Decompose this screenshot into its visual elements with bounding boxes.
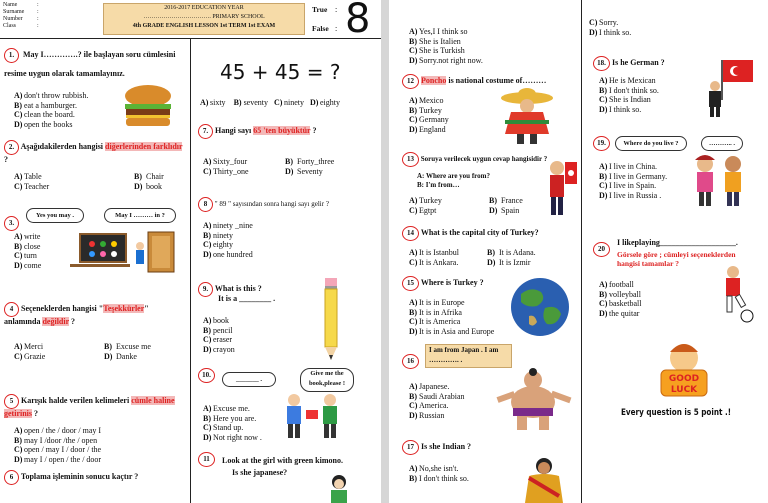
q5-option-b[interactable]: B) may I /door /the / open <box>14 435 98 445</box>
q16-option-b[interactable]: B) Saudi Arabian <box>409 391 465 401</box>
q11-option-d[interactable]: D) Sorry.not right now. <box>409 55 483 65</box>
q15-option-d[interactable]: D) It is in Asia and Europe <box>409 326 495 336</box>
q6-option-a[interactable]: A) sixty <box>200 98 226 107</box>
q4-option-d[interactable]: D) Danke <box>104 352 137 361</box>
q1-option-c[interactable]: C) clean the board. <box>14 110 75 119</box>
q12-option-c[interactable]: C) Germany <box>409 115 449 124</box>
man-with-flag-image <box>701 58 757 118</box>
q10-bubble-2: Give me the book,please ! <box>300 368 354 392</box>
q5-option-c[interactable]: C) open / may I / door / the <box>14 445 102 454</box>
q11-options <box>409 27 483 65</box>
q12-option-d[interactable]: D) England <box>409 124 446 134</box>
good-luck-line-2: LUCK <box>670 385 698 395</box>
q11-option-c[interactable]: C) She is Turkish <box>409 46 465 55</box>
left-page: Name : Surname : Number : Class : 2016-2017 EDUCATION YEAR ……………………………. PRIMARY SCHOOL 4th GRADE ENGLISH LESSON 1st TERM 1st EXAM True False : : 8 1. May I………….? ile başlayan soru cümlesini resime uygun olarak tamamlayınız. A) don't throw rubbish. B) eat a hamburger. C) clean the board. D) open the books 2. Aşağıdakilerden hangisi diğerlerinden farklıdır ? A) Table B) Chair C) Teacher D) book 3. Yes you may . May I ……… in ? A) write B) close C) turn D) come 4 Seçeneklerden hangisi "Teşekkürler" anlamında değildir ? A) Merci B) Excuse me C) Grazie D) Danke 5 Karışık halde verilen kelimeleri cümle haline getirinis ? A) open / the / door / may I B) may I /door /the / open C) open / may I / door / the D) may I / open / the / door 6 Toplama işleminin sonucu kaçtır ? 45 + 45 = ? A) sixty B) seventy C) ninety D) eighty 7. Hangi sayı 65 'ten büyüktür ? A) Sixty_four B) Forty_three C) Thirty_one D) Seventy 8 " 89 " sayısından sonra hangi sayı gelir ? A) ninety _nine B) ninety C) eighty D) one hundred 9. What is this ? It is a ________ . A) book B) pencil C) eraser D) crayon 10. _______ . Give me the book,please ! A) Excuse me. B) Here you are. C) Stand up. D) Not right now . 11 Look at the girl with green kimono. Is she japanese? <box>0 0 381 503</box>
sumo-wrestler-image <box>493 368 575 432</box>
question-7: 7. Hangi sayı 65 'ten büyüktür ? <box>198 124 316 139</box>
q14-option-b[interactable]: B) It is Adana. <box>487 248 536 257</box>
question-19: 19. <box>593 132 610 151</box>
q4-options <box>14 342 184 362</box>
q12-option-a[interactable]: A) Mexico <box>409 96 444 105</box>
q15-options <box>409 298 494 336</box>
q3-option-b[interactable]: B) close <box>14 241 41 251</box>
q18-option-a[interactable]: A) He is Mexican <box>599 76 656 85</box>
q20-text-1: I likeplaying___________________. <box>617 238 738 247</box>
exam-title-box <box>103 3 305 35</box>
q20-options <box>599 280 641 318</box>
q8-option-c[interactable]: C) eighty <box>203 240 233 249</box>
q13-option-a[interactable]: A) Turkey <box>409 196 442 205</box>
q6-option-c[interactable]: C) ninety <box>274 98 304 107</box>
globe-image <box>507 276 573 338</box>
q18-option-c[interactable]: C) She is Indian <box>599 95 651 104</box>
q16-option-d[interactable]: D) Russian <box>409 410 445 420</box>
column-divider <box>190 38 191 503</box>
q1-option-b[interactable]: B) eat a hamburger. <box>14 100 77 110</box>
q4-option-c[interactable]: C) Grazie <box>14 352 46 361</box>
q1-options <box>14 91 88 129</box>
question-4: 4 Seçeneklerden hangisi "Teşekkürler" anlamında değildir ? <box>4 304 149 326</box>
q15-option-a[interactable]: A) It is in Europe <box>409 298 465 307</box>
q7-option-d[interactable]: D) Seventy <box>285 167 323 176</box>
question-20: 20 <box>593 238 610 257</box>
true-label: True <box>312 5 328 14</box>
footer-note: Every question is 5 point .! <box>621 408 732 418</box>
q19-bubble-2: ……….. . <box>701 136 743 151</box>
question-15: 15 Where is Turkey ? <box>402 276 484 291</box>
column-divider-2 <box>581 0 582 503</box>
q17-option-c[interactable]: C) Sorry. <box>589 18 619 27</box>
q2-option-b[interactable]: B) Chair <box>134 172 164 181</box>
q7-options <box>203 157 373 177</box>
q19-option-c[interactable]: C) I live in Spain. <box>599 181 657 190</box>
q7-option-b[interactable]: B) Forty_three <box>285 157 335 166</box>
q14-option-c[interactable]: C) It is Ankara. <box>409 258 459 267</box>
q3-options <box>14 232 41 270</box>
q9-options <box>203 316 235 354</box>
q10-option-d[interactable]: D) Not right now . <box>203 432 262 442</box>
q9-option-b[interactable]: B) pencil <box>203 325 233 335</box>
q9-option-c[interactable]: C) eraser <box>203 335 233 344</box>
q12-options <box>409 96 449 134</box>
football-player-image <box>711 264 757 324</box>
page-gutter <box>381 0 389 503</box>
q18-option-d[interactable]: D) I think so. <box>599 104 642 114</box>
q3-option-c[interactable]: C) turn <box>14 251 37 260</box>
q17-option-a[interactable]: A) No,she isn't. <box>409 464 459 473</box>
q5-options <box>14 426 101 464</box>
q8-options <box>203 221 253 259</box>
q18-options <box>599 76 659 114</box>
q8-option-a[interactable]: A) ninety _nine <box>203 221 253 230</box>
question-11: 11 <box>198 448 215 467</box>
poncho-man-image <box>499 88 555 146</box>
q10-option-c[interactable]: C) Stand up. <box>203 423 244 432</box>
q3-bubble-2: May I ……… in ? <box>104 208 176 223</box>
question-8: 8 " 89 " sayısından sonra hangi sayı gelir ? <box>198 197 329 212</box>
q14-options <box>409 248 579 268</box>
q8-option-b[interactable]: B) ninety <box>203 230 233 240</box>
question-10: 10. <box>198 364 215 383</box>
q10-option-b[interactable]: B) Here you are. <box>203 413 257 423</box>
question-12: 12 Poncho is national costume of……… <box>402 74 546 89</box>
q1-option-d[interactable]: D) open the books <box>14 119 73 129</box>
q3-option-d[interactable]: D) come <box>14 260 42 270</box>
kids-book-image <box>278 392 348 440</box>
q6-option-d[interactable]: D) eighty <box>310 98 340 107</box>
q16-option-a[interactable]: A) Japanese. <box>409 382 450 391</box>
q6-options <box>200 98 340 108</box>
q20-option-d[interactable]: D) the quitar <box>599 308 640 318</box>
question-14: 14 What is the capital city of Turkey? <box>402 226 539 241</box>
q16-bubble: I am from Japan . I am …………. . <box>425 344 512 368</box>
q2-option-c[interactable]: C) Teacher <box>14 182 50 191</box>
q17-options-ab <box>409 464 469 483</box>
q8-option-d[interactable]: D) one hundred <box>203 249 253 259</box>
q7-option-c[interactable]: C) Thirty_one <box>203 167 249 176</box>
q14-option-a[interactable]: A) It is Istanbul <box>409 248 459 257</box>
question-17: 17 Is she Indian ? <box>402 440 471 455</box>
q10-bubble-1: _______ . <box>222 372 276 387</box>
hamburger-image <box>122 84 174 128</box>
q9-option-a[interactable]: A) book <box>203 316 229 325</box>
q17-option-b[interactable]: B) I don't think so. <box>409 473 469 483</box>
q13-dialog: A: Where are you from? B: I'm from… <box>417 172 490 189</box>
question-2: 2. Aşağıdakilerden hangisi diğerlerinden farklıdır ? <box>4 142 183 164</box>
q9-prompt: It is a ________ . <box>218 294 276 303</box>
q12-option-b[interactable]: B) Turkey <box>409 105 442 115</box>
question-9: 9. What is this ? <box>198 282 262 297</box>
q2-options <box>14 172 184 192</box>
good-luck-line-1: GOOD <box>668 374 700 384</box>
q15-option-c[interactable]: C) It is America <box>409 317 461 326</box>
score: 8 <box>345 0 371 42</box>
q19-option-b[interactable]: B) I live in Germany. <box>599 171 668 181</box>
question-5: 5 Karışık halde verilen kelimeleri cümle haline getirinis ? <box>4 396 175 418</box>
q15-option-b[interactable]: B) It is in Afrika <box>409 307 462 317</box>
q13-options <box>409 196 549 216</box>
q20-option-b[interactable]: B) volleyball <box>599 289 641 299</box>
q2-option-a[interactable]: A) Table <box>14 172 42 181</box>
q3-bubble-1: Yes you may . <box>26 208 84 223</box>
question-3: 3. <box>4 212 19 231</box>
kimono-girl-image <box>324 474 354 503</box>
q20-option-a[interactable]: A) football <box>599 280 634 289</box>
exam-year: 2016-2017 EDUCATION YEAR <box>164 5 244 11</box>
q19-bubble-1: Where do you live ? <box>615 136 687 151</box>
two-kids-image <box>689 152 749 210</box>
q5-option-d[interactable]: D) may I / open / the / door <box>14 454 102 464</box>
false-label: False <box>312 24 329 33</box>
q14-option-d[interactable]: D) It is Izmir <box>487 258 531 267</box>
q19-option-a[interactable]: A) I live in China. <box>599 162 657 171</box>
q17-option-d[interactable]: D) I think so. <box>589 27 632 37</box>
q19-option-d[interactable]: D) I live in Russia . <box>599 190 662 200</box>
right-page <box>389 0 768 503</box>
q11-option-a[interactable]: A) Yes,I I think so <box>409 27 468 36</box>
q16-option-c[interactable]: C) America. <box>409 401 449 410</box>
pencil-image <box>318 276 344 362</box>
equation: 45 + 45 = ? <box>220 60 341 84</box>
turkish-flag-boy-image <box>541 158 579 218</box>
q3-option-a[interactable]: A) write <box>14 232 41 241</box>
q10-options <box>203 404 262 442</box>
q7-option-a[interactable]: A) Sixty_four <box>203 157 248 166</box>
question-13: 13 Soruya verilecek uygun cevap hangisidir ? <box>402 152 547 167</box>
classroom-door-image <box>70 228 182 276</box>
q4-option-a[interactable]: A) Merci <box>14 342 44 351</box>
exam-title: 4th GRADE ENGLISH LESSON 1st TERM 1st EXAM <box>132 23 276 29</box>
question-18: 18. Is he German ? <box>593 56 665 71</box>
q11-option-b[interactable]: B) She is Italien <box>409 36 461 46</box>
q5-option-a[interactable]: A) open / the / door / may I <box>14 426 102 435</box>
q19-options <box>599 162 667 200</box>
q4-option-b[interactable]: B) Excuse me <box>104 342 151 351</box>
q13-option-d[interactable]: D) Spain <box>489 206 520 215</box>
q13-option-c[interactable]: C) Egtpt <box>409 206 437 215</box>
q17-options-cd <box>589 18 631 37</box>
question-1: 1. May I………….? ile başlayan soru cümlesini resime uygun olarak tamamlayınız. <box>4 50 176 78</box>
q20-text-2: Görsele göre ; cümleyi seçeneklerden hangisi tamamlar ? <box>617 250 736 268</box>
student-info: Name : Surname : Number : Class : <box>3 2 39 29</box>
question-16: 16 <box>402 350 419 369</box>
q20-option-c[interactable]: C) basketball <box>599 299 642 308</box>
q6-option-b[interactable]: B) seventy <box>233 98 268 107</box>
q18-option-b[interactable]: B) I don't think so. <box>599 85 659 95</box>
question-6: 6 Toplama işleminin sonucu kaçtır ? <box>4 470 138 485</box>
q13-option-b[interactable]: B) France <box>489 196 523 205</box>
q11-text-2: Is she japanese? <box>232 468 288 477</box>
q11-text-1: Look at the girl with green kimono. <box>222 456 343 465</box>
q16-options <box>409 382 465 420</box>
indian-girl-image <box>519 456 569 503</box>
q10-option-a[interactable]: A) Excuse me. <box>203 404 250 413</box>
q9-option-d[interactable]: D) crayon <box>203 344 235 354</box>
school-name: ……………………………. PRIMARY SCHOOL <box>143 14 265 20</box>
q2-option-d[interactable]: D) book <box>134 182 162 191</box>
q1-option-a[interactable]: A) don't throw rubbish. <box>14 91 89 100</box>
good-luck-image <box>651 338 717 404</box>
